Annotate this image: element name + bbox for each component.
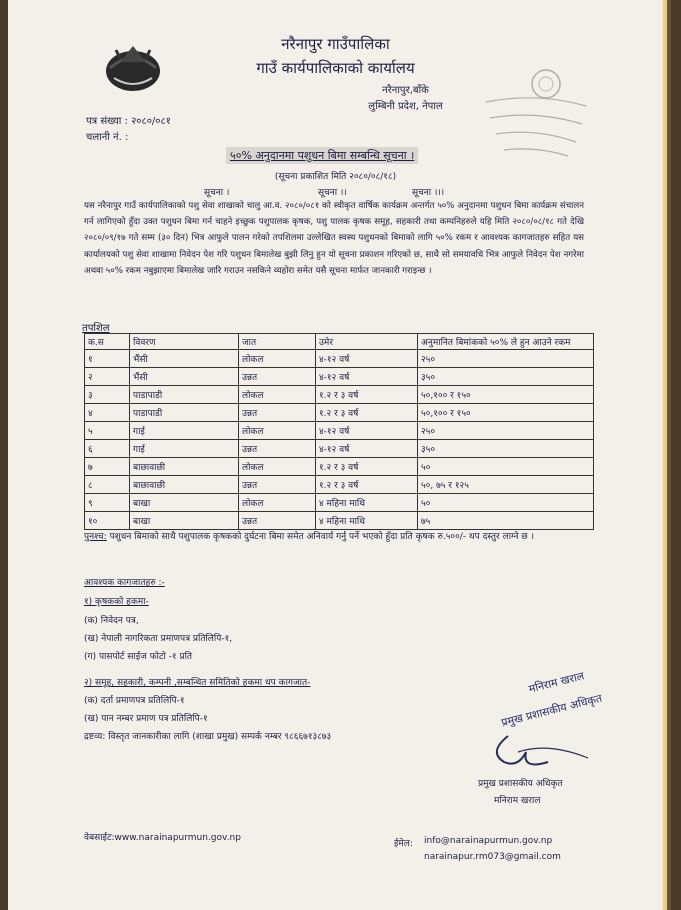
livestock-table	[84, 333, 594, 530]
office-name-line2: गाउँ कार्यपालिकाको कार्यालय	[256, 59, 415, 77]
notice-title: ५०% अनुदानमा पशुधन बिमा सम्बन्धि सूचना ।	[226, 147, 418, 164]
farmer-doc-item: (ख) नेपाली नागरिकता प्रमाणपत्र प्रतिलिपि-१,	[84, 634, 233, 644]
cell-breed: लोकल	[239, 422, 316, 440]
cell-sn: ६	[85, 440, 130, 458]
cell-description: बाछावाछी	[130, 458, 239, 476]
cell-breed: उन्नत	[239, 512, 316, 530]
notice-date: (सूचना प्रकाशित मिति २०८०/०८/१८)	[274, 172, 397, 182]
header-description: विवरण	[130, 334, 239, 350]
email-label: ईमेल:	[394, 839, 413, 849]
cell-amount: ५०,१०० र १५०	[418, 386, 594, 404]
header-age: उमेर	[316, 334, 418, 350]
farmer-docs-heading: १) कृषकको हकमा-	[84, 597, 149, 607]
cell-breed: उन्नत	[239, 476, 316, 494]
cell-description: बाछावाछी	[130, 476, 239, 494]
header-breed: जात	[239, 334, 316, 350]
cell-amount: ५०,१०० र १५०	[418, 404, 594, 422]
notice-body: यस नरैनापुर गाउँ कार्यपालिकाको पशु सेवा शाखाको चालु आ.व. २०८०/०८१ को स्वीकृत वार्षिक कार्यक्रम अन्तर्गत ५०% अनुदानमा पशुधन बिमा कार्यक्रम संचालन गर्न लागिएको हुँदा उक्त पशुधन बिमा गर्न चाहने इच्छुक पशुपालक कृषक, पशु पालक कृषक समूह, सहकारी तथा कम्पनिहरुले यहि मिति २०८०/०८/१८ गते देखि २०८०/०९/१७ गते सम्म (३० दिन) भित्र आफुले पालन गरेको तपशिलमा उल्लेखित स्वस्थ पशुधनको बिमाको लागि ५०% रकम र आवश्यक कागजातहरु सहित यस कार्यालयको पशु सेवा शाखामा निवेदन पेश गरि पशुधन बिमालेख बुझी लिनु हुन यो सूचना प्रकाशन गरिएको छ, साथै सो समयावधि भित्र आफुले निवेदन पेश नगरेमा अथवा ५०% रकम नबुझाएमा बिमालेख जारि गराउन नसकिने व्यहोरा समेत यसै सूचना मार्फत जानकारी गराइन्छ ।	[84, 201, 584, 276]
notice-word-2: सूचना ।।	[318, 188, 347, 198]
cell-age: १.२ र ३ वर्ष	[316, 476, 418, 494]
notice-word-1: सूचना ।	[204, 188, 230, 198]
cell-breed: लोकल	[239, 386, 316, 404]
contact-note: द्रष्टव्य: विस्तृत जानकारीका लागि (शाखा प्रमुख) सम्पर्क नम्बर ९८६६७१३८७३	[84, 732, 332, 742]
group-doc-item: (ख) पान नम्बर प्रमाण पत्र प्रतिलिपि-१	[84, 714, 208, 724]
cell-amount: ३५०	[418, 440, 594, 458]
farmer-doc-item: (क) निवेदन पत्र,	[84, 616, 139, 626]
dispatch-number: चलानी नं. :	[86, 132, 129, 143]
cell-sn: ८	[85, 476, 130, 494]
cell-sn: ५	[85, 422, 130, 440]
cell-breed: लोकल	[239, 350, 316, 368]
table-row	[85, 476, 594, 494]
cell-sn: १०	[85, 512, 130, 530]
table-row	[85, 350, 594, 368]
postscript-label: पुनश्च:	[84, 532, 107, 542]
cell-amount: २५०	[418, 350, 594, 368]
signatory-title: प्रमुख प्रशासकीय अधिकृत	[478, 779, 563, 789]
cell-age: १.२ र ३ वर्ष	[316, 386, 418, 404]
stamp-title: प्रमुख प्रशासकीय अधिकृत	[499, 691, 604, 730]
cell-age: १.२ र ३ वर्ष	[316, 458, 418, 476]
cell-age: ४-१२ वर्ष	[316, 422, 418, 440]
table-row	[85, 422, 594, 440]
table-row	[85, 368, 594, 386]
docs-heading: आवश्यक कागजातहरु :-	[84, 578, 165, 588]
cell-amount: ५०	[418, 494, 594, 512]
table-label: तपशिल	[82, 323, 110, 334]
cell-amount: ७५	[418, 512, 594, 530]
cell-age: ४ महिना माथि	[316, 512, 418, 530]
stamp-name: मनिराम खराल	[527, 669, 586, 696]
table-header-row	[85, 334, 594, 350]
table-row	[85, 440, 594, 458]
letter-number: पत्र संख्या : २०८०/०८१	[86, 116, 171, 127]
cell-age: ४-१२ वर्ष	[316, 350, 418, 368]
cell-description: गाई	[130, 440, 239, 458]
header-amount: अनुमानित बिमांकको ५०% ले हुन आउने रकम	[418, 334, 594, 350]
cell-breed: लोकल	[239, 494, 316, 512]
header-sn: क.स	[85, 334, 130, 350]
cell-description: बाखा	[130, 494, 239, 512]
group-docs-heading: २) समूह, सहकारी, कम्पनी ,सम्बन्धित समितिको हकमा थप कागजात-	[84, 678, 311, 688]
signatory-name: मनिराम खराल	[494, 796, 541, 806]
cell-age: ४ महिना माथि	[316, 494, 418, 512]
office-address: नरैनापुर,बाँके	[382, 85, 429, 96]
email-primary: info@narainapurmun.gov.np	[424, 836, 553, 846]
cell-sn: १	[85, 350, 130, 368]
cell-amount: ३५०	[418, 368, 594, 386]
group-doc-item: (क) दर्ता प्रमाणपत्र प्रतिलिपि-१	[84, 696, 185, 706]
cell-sn: ९	[85, 494, 130, 512]
notice-word-3: सूचना ।।।	[412, 188, 445, 198]
cell-age: १.२ र ३ वर्ष	[316, 404, 418, 422]
cell-sn: ७	[85, 458, 130, 476]
cell-breed: उन्नत	[239, 404, 316, 422]
postscript-text: पशुधन बिमाको साथै पशुपालक कृषकको दुर्घटना बिमा समेत अनिवार्य गर्नु पर्ने भएको हुँदा प्रति कृषक रु.५००/- थप दस्तुर लाग्ने छ ।	[109, 532, 534, 542]
cell-amount: ५०, ७५ र १२५	[418, 476, 594, 494]
cell-amount: २५०	[418, 422, 594, 440]
cell-description: पाडापाडी	[130, 404, 239, 422]
postscript	[84, 529, 596, 546]
cell-description: पाडापाडी	[130, 386, 239, 404]
cell-description: बाखा	[130, 512, 239, 530]
cell-age: ४-१२ वर्ष	[316, 368, 418, 386]
office-name-line1: नरैनापुर गाउँपालिका	[281, 35, 390, 53]
cell-age: ४-१२ वर्ष	[316, 440, 418, 458]
table-row	[85, 458, 594, 476]
office-province: लुम्बिनी प्रदेश, नेपाल	[368, 101, 443, 112]
table-row	[85, 386, 594, 404]
email-secondary: narainapur.rm073@gmail.com	[424, 852, 561, 862]
table-row	[85, 494, 594, 512]
document-page	[8, 0, 663, 910]
table-row	[85, 404, 594, 422]
cell-sn: ३	[85, 386, 130, 404]
cell-description: भैंसी	[130, 350, 239, 368]
cell-sn: २	[85, 368, 130, 386]
table-row	[85, 512, 594, 530]
cell-sn: ४	[85, 404, 130, 422]
cell-description: भैंसी	[130, 368, 239, 386]
cell-amount: ५०	[418, 458, 594, 476]
cell-breed: लोकल	[239, 458, 316, 476]
website: वेबसाईट:www.narainapurmun.gov.np	[84, 833, 241, 843]
cell-description: गाई	[130, 422, 239, 440]
cell-breed: उन्नत	[239, 368, 316, 386]
cell-breed: उन्नत	[239, 440, 316, 458]
farmer-doc-item: (ग) पासपोर्ट साईज फोटो -१ प्रति	[84, 652, 193, 662]
office-stamp	[476, 62, 594, 162]
